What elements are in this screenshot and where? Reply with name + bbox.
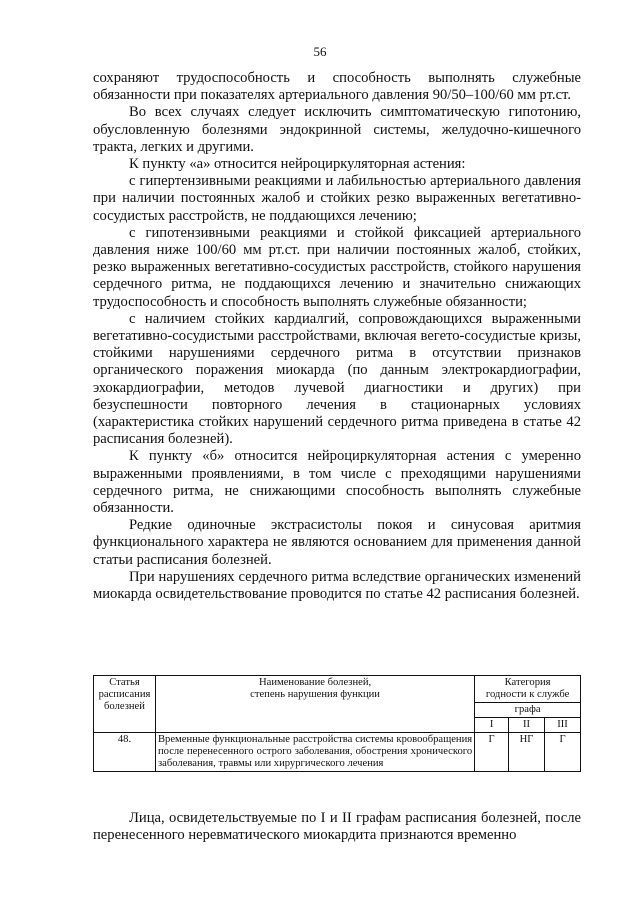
table-header-row xyxy=(94,676,581,703)
paragraph-extrasystoles: Редкие одиночные экстрасистолы покоя и синусовая аритмия функционального характера не являются основанием для применения данной статьи расписания болезней. xyxy=(93,517,581,568)
body-text xyxy=(93,70,581,603)
graph-label-1: I xyxy=(475,718,509,733)
header-article: Статья расписания болезней xyxy=(94,676,156,733)
paragraph-cardialgia: с наличием стойких кардиалгий, сопровождающихся выраженными вегетативно-сосудистыми расстройствами, включая вегето-сосудистые кризы, стойкими нарушениями сердечного ритма в отсутствии признаков органического поражения миокарда (по данным электрокардиографии, эхокардиографии, методов лучевой диагностики и других) при безуспешности повторного лечения в стационарных условиях (характеристика стойких нарушений сердечного ритма приведена в статье 42 расписания болезней). xyxy=(93,310,581,448)
paragraph-hypotensive: с гипотензивными реакциями и стойкой фиксацией артериального давления ниже 100/60 мм рт.ст. при наличии постоянных жалоб, стойких, резко выраженных вегетативно-сосудистых расстройств, стойкого нарушения сердечного ритма, не поддающихся лечению и значительно снижающих трудоспособность и способность выполнять служебные обязанности; xyxy=(93,224,581,310)
graph-label-2: II xyxy=(509,718,545,733)
page-number: 56 xyxy=(313,44,327,59)
row-category-1: Г xyxy=(475,733,509,772)
paragraph-symptomatic-hypotonia: Во всех случаях следует исключить симптоматическую гипотонию, обусловленную болезнями эндокринной системы, желудочно-кишечного тракта, легких и другими. xyxy=(93,104,581,155)
header-disease-name xyxy=(155,676,474,733)
graph-label-3: III xyxy=(545,718,581,733)
paragraph-point-a-intro: К пункту «а» относится нейроциркуляторная астения: xyxy=(129,156,466,173)
header-disease-name-line1: Наименование болезней, xyxy=(258,677,372,688)
header-category xyxy=(475,676,581,703)
disease-schedule-table xyxy=(93,675,581,772)
table-row xyxy=(94,733,581,772)
row-description: Временные функциональные расстройства системы кровообращения после перенесенного острого заболевания, обострения хронического заболевания, травмы или хирургического лечения xyxy=(155,733,474,772)
header-category-line2: годности к службе xyxy=(485,689,570,700)
row-article: 48. xyxy=(94,733,156,772)
paragraph-after-table: Лица, освидетельствуемые по I и II графам расписания болезней, после перенесенного неревматического миокардита признаются временно xyxy=(93,810,581,844)
paragraph-hypertensive: с гипертензивными реакциями и лабильностью артериального давления при наличии постоянных жалоб и стойких резко выраженных вегетативно-сосудистых расстройств, не поддающихся лечению; xyxy=(93,173,581,224)
paragraph-continuation: сохраняют трудоспособность и способность выполнять служебные обязанности при показателях артериального давления 90/50–100/60 мм рт.ст. xyxy=(93,70,581,104)
header-graph: графа xyxy=(475,703,581,718)
row-category-3: Г xyxy=(545,733,581,772)
row-category-2: НГ xyxy=(509,733,545,772)
header-disease-name-line2: степень нарушения функции xyxy=(250,689,380,700)
paragraph-point-b: К пункту «б» относится нейроциркуляторная астения с умеренно выраженными проявлениями, в том числе с преходящими нарушениями сердечного ритма, не снижающими способность выполнять служебные обязанности. xyxy=(93,448,581,517)
header-category-line1: Категория xyxy=(504,677,551,688)
after-table-text xyxy=(93,810,581,844)
paragraph-organic-changes: При нарушениях сердечного ритма вследствие органических изменений миокарда освидетельствование проводится по статье 42 расписания болезней. xyxy=(93,568,581,603)
